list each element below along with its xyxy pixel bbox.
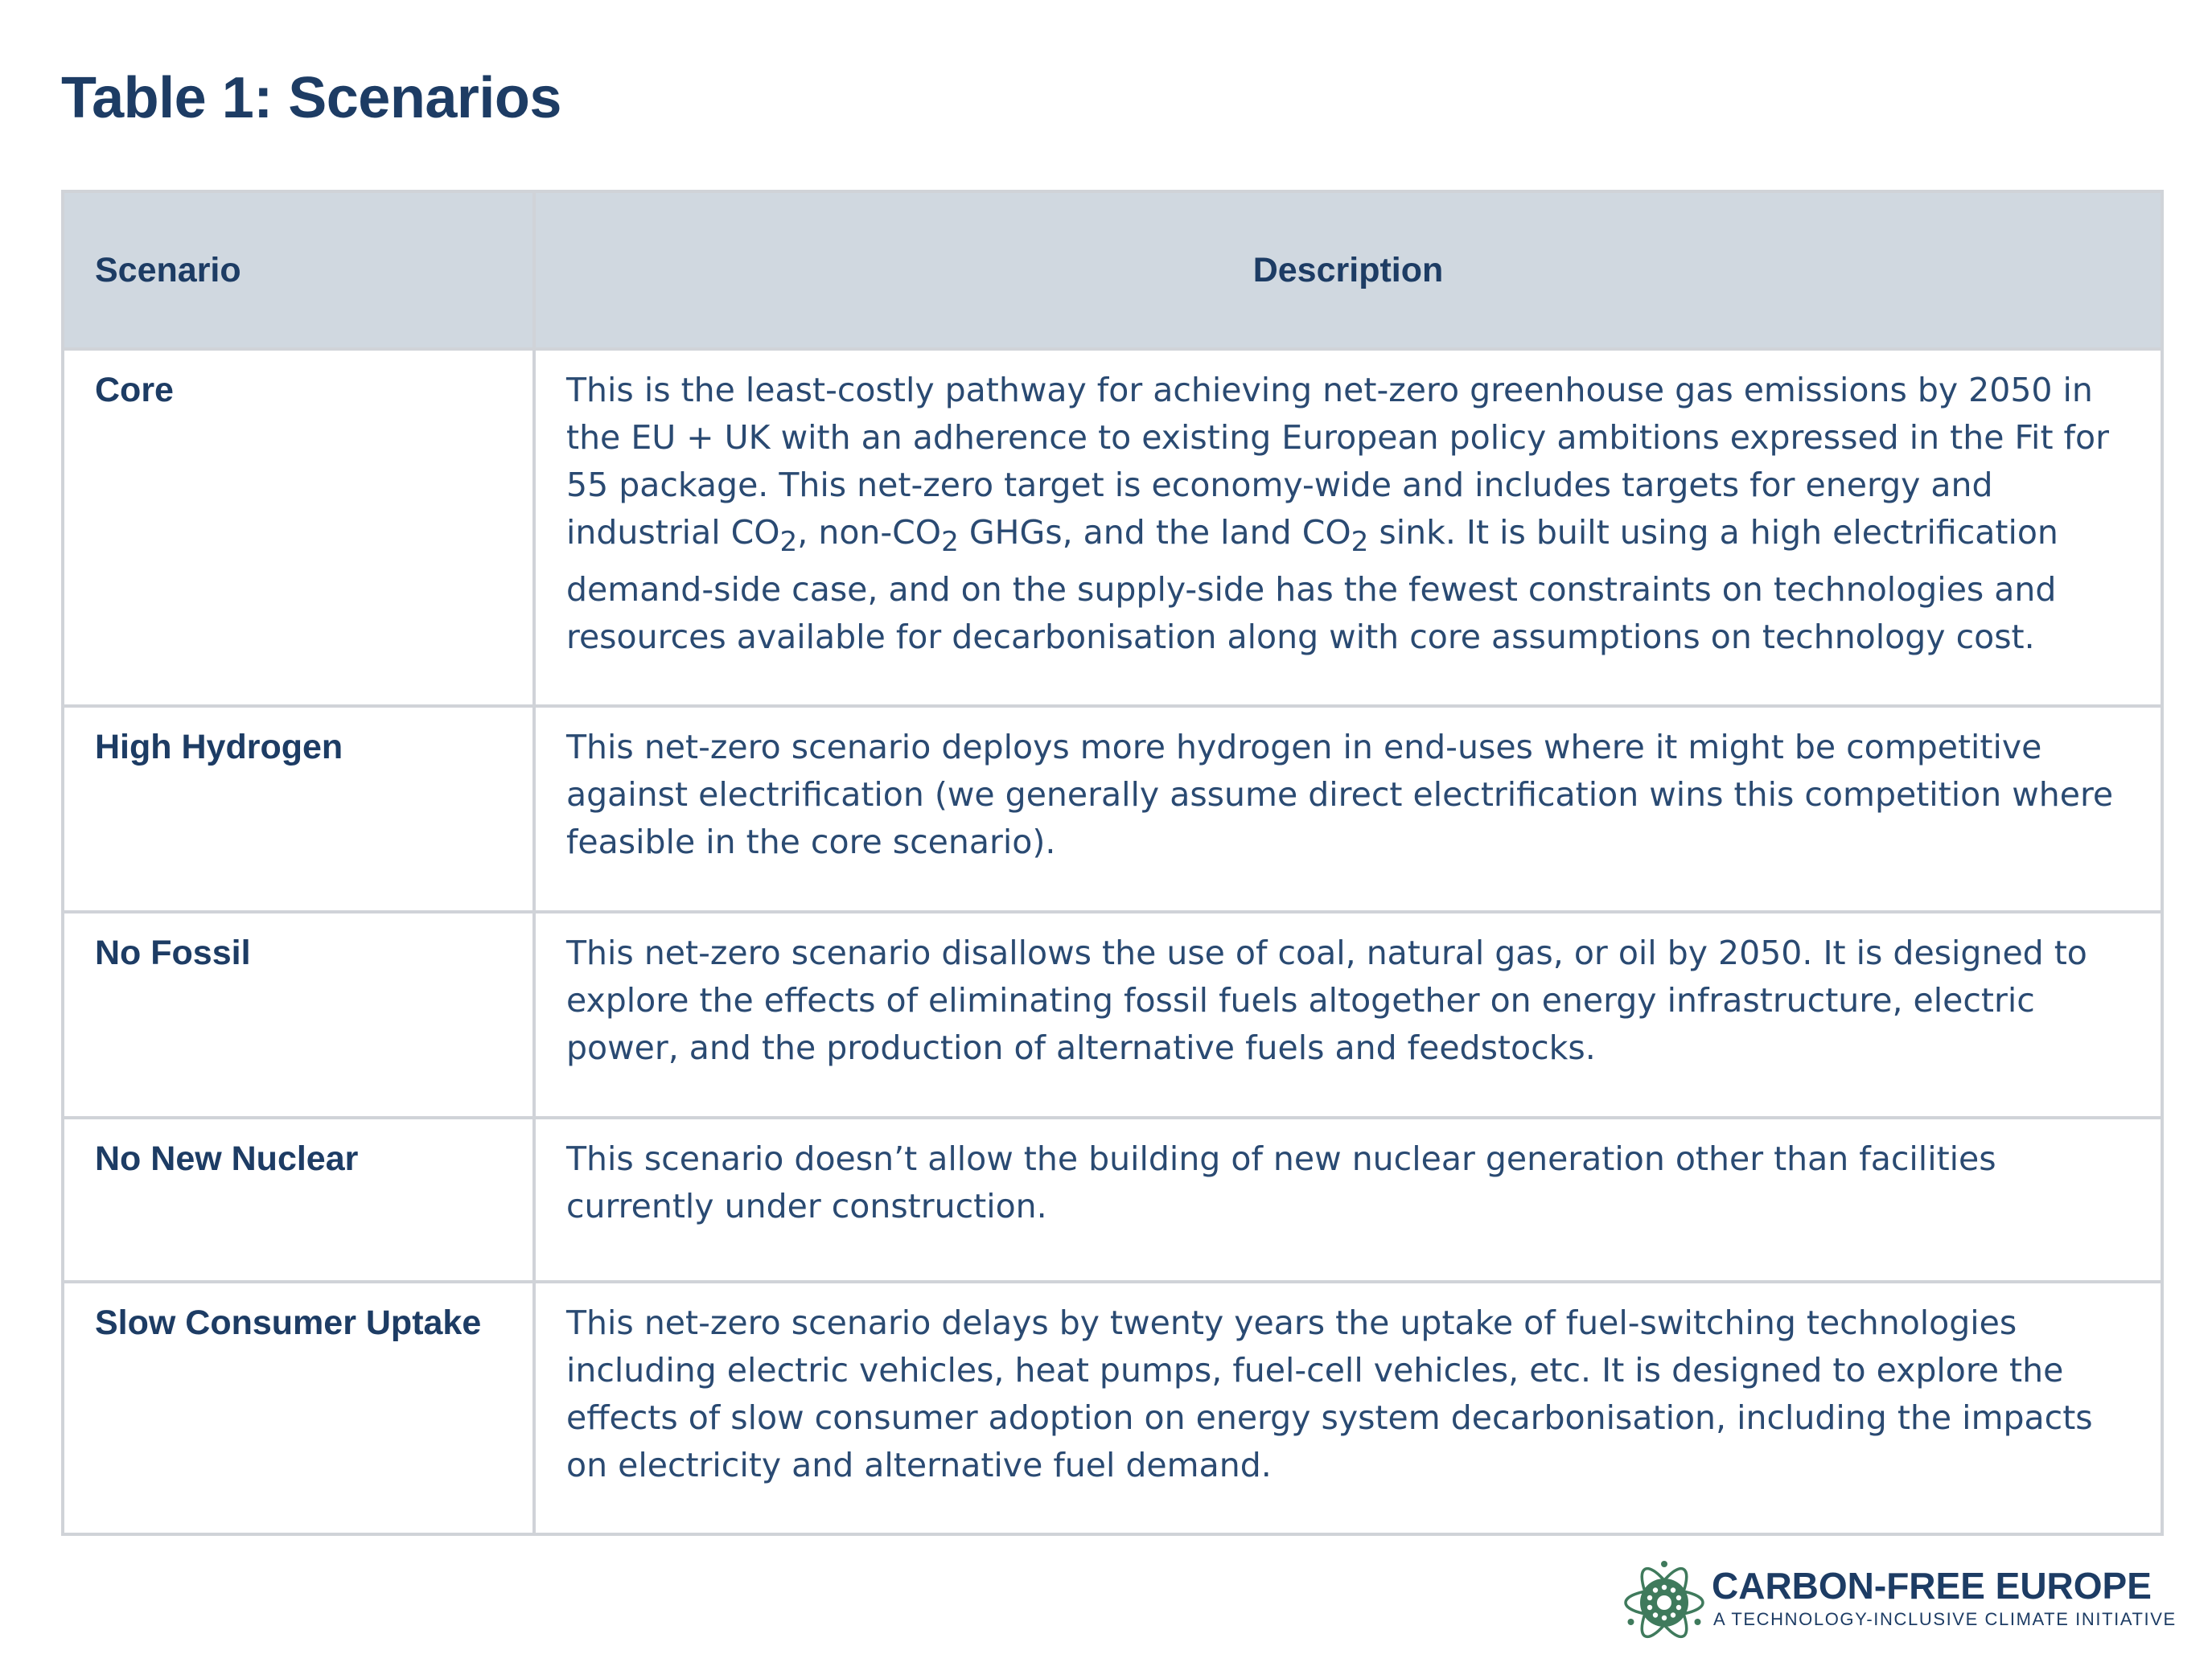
description-text: , non-CO: [797, 513, 942, 552]
scenario-description: This scenario doesn’t allow the building of new nuclear generation other than facilities currently under construction.: [534, 1118, 2162, 1282]
subscript: 2: [1351, 526, 1369, 559]
table-row-slow-consumer-uptake: [63, 1282, 2162, 1534]
scenario-name: Slow Consumer Uptake: [63, 1282, 534, 1534]
scenario-description: [534, 349, 2162, 706]
subscript: 2: [941, 526, 959, 559]
logo-tagline: A TECHNOLOGY-INCLUSIVE CLIMATE INITIATIVE: [1713, 1609, 2177, 1629]
scenario-description: This net-zero scenario disallows the use of coal, natural gas, or oil by 2050. It is designed to explore the effects of eliminating fossil fuels altogether on energy infrastructure, electric power, and the production of alternative fuels and feedstocks.: [534, 912, 2162, 1118]
table-row-no-fossil: [63, 912, 2162, 1118]
scenario-description: This net-zero scenario deploys more hydrogen in end-uses where it might be competitive against electrification (we generally assume direct electrification wins this competition where feasible in the core scenario).: [534, 706, 2162, 912]
column-header-scenario: Scenario: [63, 191, 534, 349]
scenario-name: Core: [63, 349, 534, 706]
page-title: Table 1: Scenarios: [61, 66, 561, 130]
carbon-free-europe-logo-icon: [1622, 1560, 1707, 1645]
scenario-name: No Fossil: [63, 912, 534, 1118]
scenario-description: This net-zero scenario delays by twenty years the uptake of fuel-switching technologies including electric vehicles, heat pumps, fuel-cell vehicles, etc. It is designed to explore the effects of slow consumer adoption on energy system decarbonisation, including the impacts on electricity and alternative fuel demand.: [534, 1282, 2162, 1534]
description-text: sink. It is built using a high electrification demand-side case, and on the supply-side has the fewest constraints on technologies and resources available for decarbonisation along with core assumptions on technology cost.: [566, 513, 2058, 657]
table-row-high-hydrogen: [63, 706, 2162, 912]
description-text: GHGs, and the land CO: [958, 513, 1351, 552]
table-row-core: [63, 349, 2162, 706]
scenario-name: High Hydrogen: [63, 706, 534, 912]
subscript: 2: [779, 526, 798, 559]
column-header-description: Description: [534, 191, 2162, 349]
table-row-no-new-nuclear: [63, 1118, 2162, 1282]
description-text: This is the least-costly pathway for achieving net-zero greenhouse gas emissions by 2050 in the EU + UK with an adherence to existing European policy ambitions expressed in the Fit for 55 package. This net-zero target is economy-wide and includes targets for energy and industrial CO: [566, 371, 2109, 552]
logo-name: CARBON-FREE EUROPE: [1712, 1565, 2152, 1607]
scenario-name: No New Nuclear: [63, 1118, 534, 1282]
carbon-free-europe-logo: [1622, 1560, 2177, 1648]
table-header-row: [63, 191, 2162, 349]
scenarios-table: [61, 190, 2164, 1536]
